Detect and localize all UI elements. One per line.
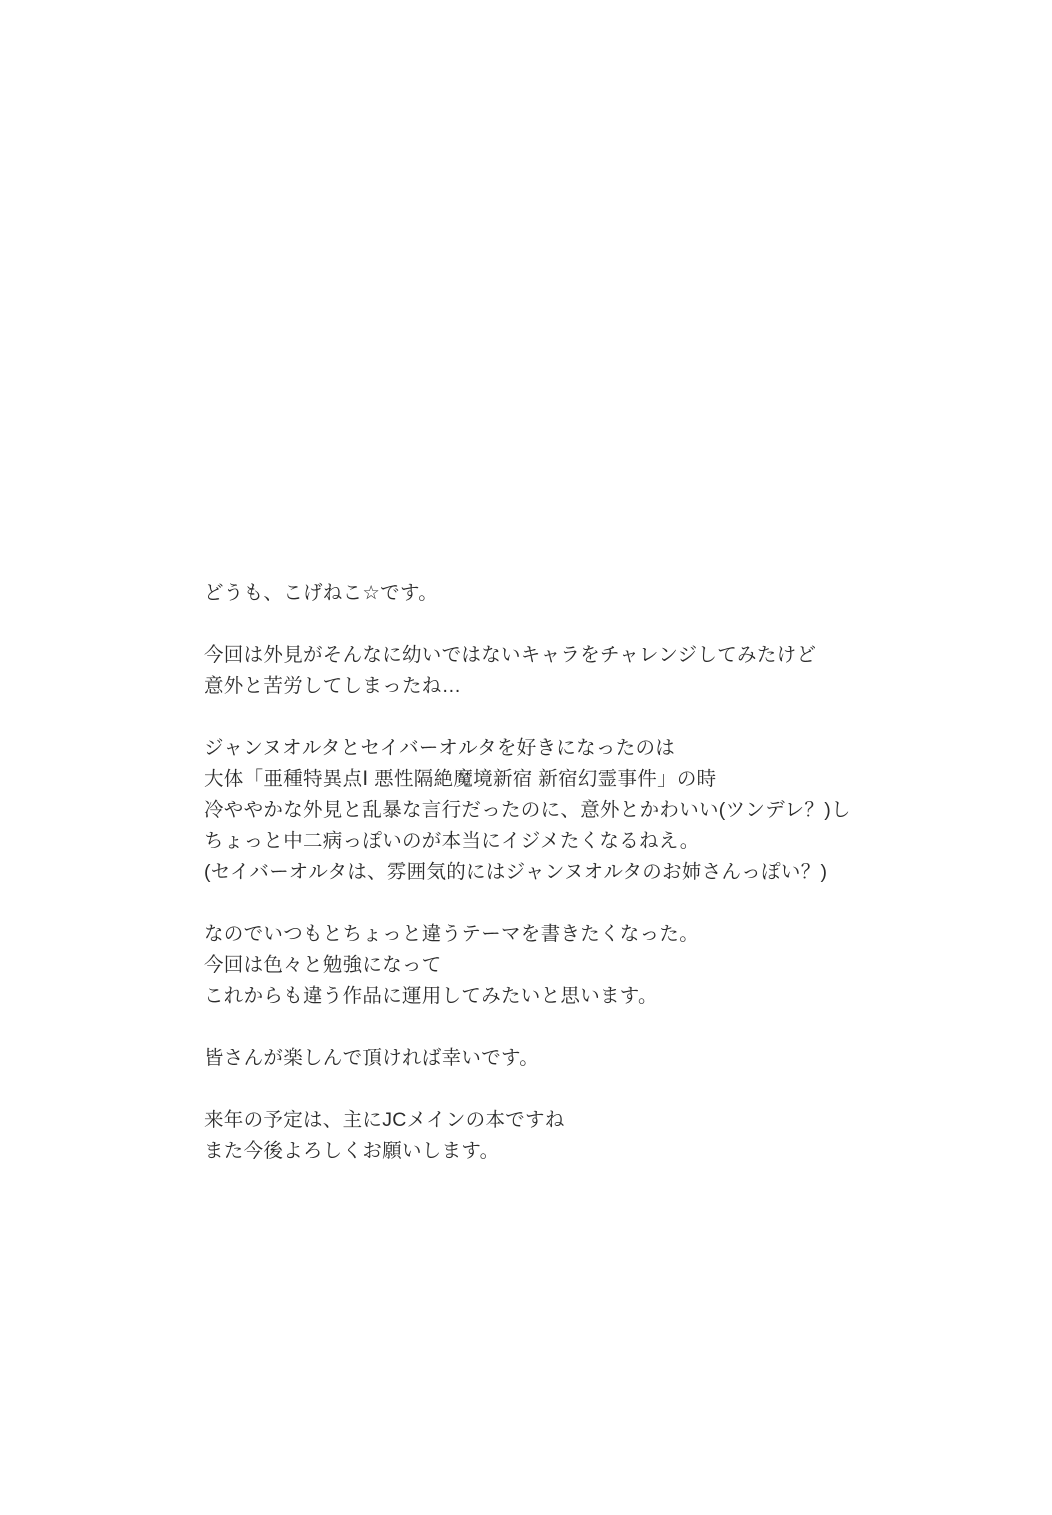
text-line: また今後よろしくお願いします。 (204, 1140, 500, 1162)
text-line: 冷ややかな外見と乱暴な言行だったのに、意外とかわいい(ツンデレ？)し (204, 799, 851, 821)
text-line: 皆さんが楽しんで頂ければ幸いです。 (204, 1047, 540, 1069)
text-line: 今回は外見がそんなに幼いではないキャラをチャレンジしてみたけど (204, 644, 817, 666)
text-line: なのでいつもとちょっと違うテーマを書きたくなった。 (204, 923, 700, 945)
paragraph-challenge-note (204, 640, 904, 702)
text-line: 大体「亜種特異点Ⅰ 悪性隔絶魔境新宿 新宿幻霊事件」の時 (204, 768, 717, 790)
text-line: ジャンヌオルタとセイバーオルタを好きになったのは (204, 737, 676, 759)
text-line: 意外と苦労してしまったね… (204, 675, 462, 697)
text-line: (セイバーオルタは、雰囲気的にはジャンヌオルタのお姉さんっぽい？) (204, 861, 828, 883)
afterword-text-block (204, 578, 904, 1167)
paragraph-thanks-note (204, 1043, 904, 1074)
paragraph-character-note (204, 733, 904, 888)
text-line: どうも、こげねこ☆です。 (204, 582, 439, 604)
text-line: ちょっと中二病っぽいのが本当にイジメたくなるねえ。 (204, 830, 700, 852)
text-line: 来年の予定は、主にJCメインの本ですね (204, 1109, 565, 1131)
paragraph-theme-note (204, 919, 904, 1012)
paragraph-next-year-note (204, 1105, 904, 1167)
text-line: これからも違う作品に運用してみたいと思います。 (204, 985, 658, 1007)
paragraph-greeting (204, 578, 904, 609)
text-line: 今回は色々と勉強になって (204, 954, 442, 976)
